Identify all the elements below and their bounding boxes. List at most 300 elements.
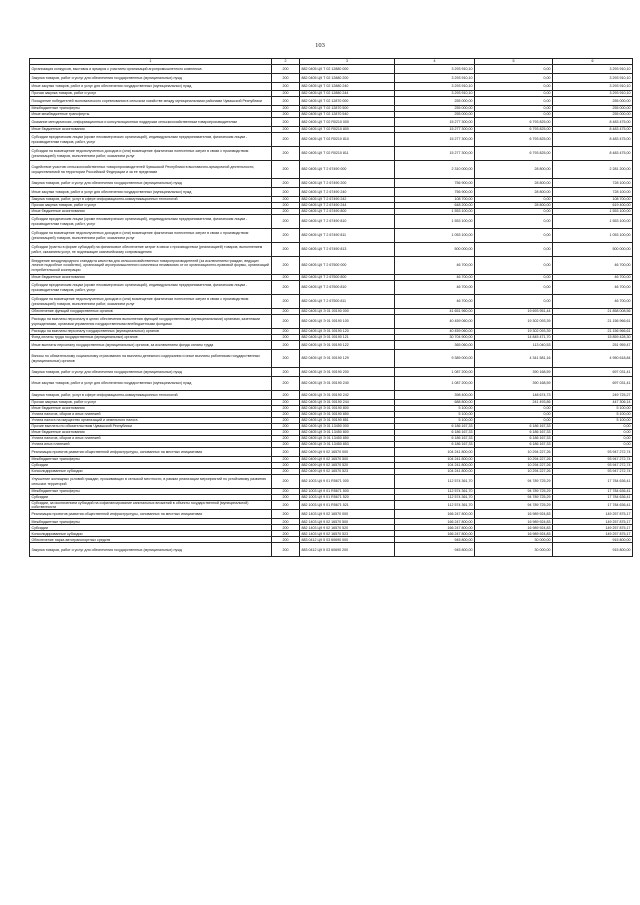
table-row (30, 543, 633, 557)
row-name: Иные межбюджетные трансферты (30, 112, 272, 118)
row-approved-amount: 46 700,00 (395, 295, 475, 309)
row-approved-amount: 9 389 000,00 (395, 350, 475, 368)
table-row (30, 391, 633, 400)
row-line-code: 200 (272, 118, 300, 127)
row-name: Консолидированные субсидии (30, 469, 272, 475)
row-name: Фонд оплаты труда государственных (муниципальных) органов (30, 335, 272, 341)
table-row (30, 315, 633, 329)
table-row (30, 377, 633, 391)
row-executed-amount: 6 186 167,33 (475, 442, 553, 448)
table-row (30, 243, 633, 257)
row-name: Субсидии юридическим лицам (кроме некоммерческих организаций), индивидуальным предпринимателям, физическим лицам - производителям товаров, работ, услуг (30, 133, 272, 147)
row-executed-amount: 6 186 167,33 (475, 424, 553, 430)
row-line-code: 200 (272, 215, 300, 229)
row-line-code: 200 (272, 510, 300, 519)
row-unexecuted-amount: 5 100,00 (553, 418, 633, 424)
row-line-code: 200 (272, 377, 300, 391)
row-name: Внедрение международного стандарта качества для сельскохозяйственных товаропроизводителей (за исключением граждан, ведущих личное подсобное хозяйство), организаций агропромышленного комплекса независимо от их организационно-правовой формы, организаций потребительской кооперации (30, 257, 272, 275)
row-line-code: 200 (272, 133, 300, 147)
row-line-code: 200 (272, 91, 300, 97)
row-classification-code: 882 0405 Ц9 Э 01 00190 242 (300, 391, 395, 400)
row-name: Расходы на выплаты персоналу государственных (муниципальных) органов (30, 329, 272, 335)
row-classification-code: 882 0405 Ц9 Т 02 12870 540 (300, 112, 395, 118)
row-line-code: 200 (272, 543, 300, 557)
row-name: Закупка товаров, работ, услуг в сфере информационно-коммуникационных технологий (30, 391, 272, 400)
row-line-code: 200 (272, 448, 300, 457)
row-approved-amount: 648 200,00 (395, 203, 475, 209)
row-line-code: 200 (272, 257, 300, 275)
row-approved-amount: 166 247 800,00 (395, 531, 475, 537)
row-classification-code: 882 0405 Ц9 Э 01 13450 853 (300, 442, 395, 448)
row-classification-code: 882 1403 Ц9 9 02 16570 500 (300, 519, 395, 525)
row-line-code: 200 (272, 430, 300, 436)
row-unexecuted-amount: 249 725,27 (553, 391, 633, 400)
row-approved-amount: 3 293 910,10 (395, 74, 475, 83)
row-unexecuted-amount: 46 700,00 (553, 275, 633, 281)
row-unexecuted-amount: 915 800,00 (553, 537, 633, 543)
row-line-code: 200 (272, 501, 300, 510)
row-executed-amount: 4 341 581,16 (475, 350, 553, 368)
row-executed-amount: 0,00 (475, 65, 553, 74)
row-name: Реализация проектов развития общественной инфраструктуры, основанных на местных инициативах (30, 448, 272, 457)
row-line-code: 200 (272, 197, 300, 203)
row-executed-amount: 94 789 725,29 (475, 501, 553, 510)
column-number: 5 (475, 59, 553, 65)
row-approved-amount: 6 186 167,33 (395, 442, 475, 448)
row-unexecuted-amount: 1 053 100,00 (553, 229, 633, 243)
row-executed-amount: 94 789 725,29 (475, 489, 553, 495)
table-row (30, 215, 633, 229)
row-executed-amount: 14 845 471,70 (475, 335, 553, 341)
row-executed-amount: 0,00 (475, 412, 553, 418)
row-executed-amount: 94 789 725,29 (475, 495, 553, 501)
row-unexecuted-amount: 3 293 910,10 (553, 74, 633, 83)
row-classification-code: 882 0405 Ц9 Э 01 00190 240 (300, 377, 395, 391)
table-row (30, 501, 633, 510)
column-number: 3 (300, 59, 395, 65)
row-approved-amount: 255 000,00 (395, 106, 475, 112)
table-row (30, 97, 633, 106)
row-line-code: 200 (272, 112, 300, 118)
row-unexecuted-amount: 728 100,00 (553, 179, 633, 188)
row-classification-code: 882 0405 Ц9 Т 2 67500 800 (300, 275, 395, 281)
row-unexecuted-amount: 447 306,14 (553, 400, 633, 406)
row-executed-amount: 6 186 167,33 (475, 436, 553, 442)
row-classification-code: 882 0405 Ц9 Т 02 12870 000 (300, 97, 395, 106)
row-executed-amount: 241 493,86 (475, 400, 553, 406)
table-row (30, 510, 633, 519)
row-approved-amount: 3 293 910,10 (395, 83, 475, 91)
row-line-code: 200 (272, 519, 300, 525)
row-executed-amount: 390 168,59 (475, 377, 553, 391)
row-unexecuted-amount: 4 950 618,84 (553, 350, 633, 368)
row-classification-code: 882 0405 Ц9 Т 02 12870 500 (300, 106, 395, 112)
row-executed-amount: 390 168,59 (475, 368, 553, 377)
row-approved-amount: 41 651 960,00 (395, 309, 475, 315)
row-approved-amount: 688 800,00 (395, 400, 475, 406)
row-unexecuted-amount: 8 483 475,00 (553, 118, 633, 127)
row-classification-code: 882 0405 Ц9 Т 2 67490 200 (300, 179, 395, 188)
row-unexecuted-amount: 1 553 100,00 (553, 215, 633, 229)
row-name: Субсидии, за исключением субсидий на софинансирование капитальных вложений в объекты государственной (муниципальной) собственности (30, 501, 272, 510)
table-row (30, 161, 633, 179)
row-line-code: 200 (272, 188, 300, 197)
row-classification-code: 882 0405 Ц9 Т 2 67490 242 (300, 197, 395, 203)
row-executed-amount: 16 989 924,83 (475, 510, 553, 519)
row-classification-code: 882 1003 Ц9 9 01 R5671 521 (300, 501, 395, 510)
row-executed-amount: 28 800,00 (475, 179, 553, 188)
row-line-code: 200 (272, 106, 300, 112)
row-unexecuted-amount: 697 031,41 (553, 368, 633, 377)
table-row (30, 147, 633, 161)
row-classification-code: 882 0405 Ц9 Т 2 67490 000 (300, 161, 395, 179)
table-row (30, 118, 633, 127)
row-line-code: 200 (272, 315, 300, 329)
row-executed-amount: 113 040,53 (475, 341, 553, 350)
row-line-code: 200 (272, 442, 300, 448)
row-classification-code: 882 0405 Ц9 Т 2 67490 810 (300, 215, 395, 229)
row-unexecuted-amount: 3 293 910,10 (553, 83, 633, 91)
row-approved-amount: 104 241 800,00 (395, 463, 475, 469)
row-line-code: 200 (272, 418, 300, 424)
row-unexecuted-amount: 93 947 272,74 (553, 448, 633, 457)
row-line-code: 200 (272, 391, 300, 400)
table-row (30, 341, 633, 350)
row-name: Межбюджетные трансферты (30, 106, 272, 112)
row-classification-code: 882 1003 Ц9 9 01 R5671 000 (300, 475, 395, 489)
table-body (30, 65, 633, 557)
row-approved-amount: 40 459 060,00 (395, 315, 475, 329)
row-line-code: 200 (272, 275, 300, 281)
row-line-code: 200 (272, 281, 300, 295)
table-row (30, 65, 633, 74)
row-classification-code: 882 1003 Ц9 9 01 R5671 520 (300, 495, 395, 501)
row-unexecuted-amount: 17 784 636,41 (553, 475, 633, 489)
row-approved-amount: 756 900,00 (395, 188, 475, 197)
row-name: Организация конкурсов, выставок и ярмарок с участием организаций агропромышленного комплекса (30, 65, 272, 74)
row-classification-code: 882 0405 Ц9 Т 2 67490 244 (300, 203, 395, 209)
row-classification-code: 882 0405 Ц9 Т 02 R0210 810 (300, 133, 395, 147)
row-approved-amount: 104 241 800,00 (395, 457, 475, 463)
row-line-code: 200 (272, 537, 300, 543)
row-approved-amount: 398 400,00 (395, 391, 475, 400)
row-name: Расходы на выплаты персоналу в целях обеспечения выполнения функций государственными (муниципальными) органами, казенными учреждениями, органами управления государственными внебюджетными фондами (30, 315, 272, 329)
row-approved-amount: 500 000,00 (395, 243, 475, 257)
row-executed-amount: 148 674,73 (475, 391, 553, 400)
row-classification-code: 882 0409 Ц9 9 02 16570 000 (300, 448, 395, 457)
row-name: Прочая закупка товаров, работ и услуг (30, 203, 272, 209)
column-number: 2 (272, 59, 300, 65)
row-executed-amount: 0,00 (475, 295, 553, 309)
row-line-code: 200 (272, 209, 300, 215)
row-classification-code: 882 0405 Ц9 Э 01 00190 122 (300, 341, 395, 350)
row-executed-amount: 6 793 825,00 (475, 118, 553, 127)
row-name: Закупка товаров, работ и услуг для обеспечения государственных (муниципальных) нужд (30, 368, 272, 377)
row-unexecuted-amount: 8 483 475,00 (553, 147, 633, 161)
column-number: 1 (30, 59, 272, 65)
row-line-code: 200 (272, 412, 300, 418)
row-unexecuted-amount: 21 858 008,56 (553, 309, 633, 315)
row-executed-amount: 0,00 (475, 281, 553, 295)
row-unexecuted-amount: 5 100,00 (553, 412, 633, 418)
row-name: Субсидии (30, 463, 272, 469)
row-line-code: 200 (272, 65, 300, 74)
row-line-code: 200 (272, 74, 300, 83)
row-unexecuted-amount: 17 784 636,41 (553, 489, 633, 495)
row-approved-amount: 5 100,00 (395, 406, 475, 412)
row-unexecuted-amount: 728 100,00 (553, 188, 633, 197)
row-name: Обеспечение функций государственных органов (30, 309, 272, 315)
row-unexecuted-amount: 0,00 (553, 424, 633, 430)
row-unexecuted-amount: 0,00 (553, 430, 633, 436)
table-row (30, 350, 633, 368)
row-line-code: 200 (272, 341, 300, 350)
row-executed-amount: 10 294 227,26 (475, 448, 553, 457)
row-line-code: 200 (272, 83, 300, 91)
row-name: Консолидированные субсидии (30, 531, 272, 537)
row-line-code: 200 (272, 406, 300, 412)
row-unexecuted-amount: 15 859 428,30 (553, 335, 633, 341)
row-line-code: 200 (272, 531, 300, 537)
row-unexecuted-amount: 8 483 475,00 (553, 133, 633, 147)
row-classification-code: 882 0405 Ц9 Т 02 R0210 811 (300, 147, 395, 161)
row-unexecuted-amount: 5 100,00 (553, 406, 633, 412)
table-row (30, 133, 633, 147)
row-line-code: 200 (272, 463, 300, 469)
row-unexecuted-amount: 46 700,00 (553, 257, 633, 275)
row-approved-amount: 15 277 300,00 (395, 147, 475, 161)
row-classification-code: 882 0405 Ц9 Т 02 12880 244 (300, 91, 395, 97)
row-executed-amount: 19 302 093,39 (475, 315, 553, 329)
row-classification-code: 882 0405 Ц9 Э 01 13450 800 (300, 430, 395, 436)
budget-table (29, 58, 633, 557)
row-line-code: 200 (272, 335, 300, 341)
row-executed-amount: 28 800,00 (475, 161, 553, 179)
row-name: Субсидии на возмещение недополученных доходов и (или) возмещение фактически понесенных затрат в связи с производством (реализацией) товаров, выполнением работ, оказанием услуг (30, 295, 272, 309)
row-name: Улучшение жилищных условий граждан, проживающих в сельской местности, в рамках реализации мероприятий по устойчивому развитию сельских территорий (30, 475, 272, 489)
row-executed-amount: 0,00 (475, 257, 553, 275)
row-approved-amount: 15 277 300,00 (395, 127, 475, 133)
row-unexecuted-amount: 255 000,00 (553, 112, 633, 118)
row-classification-code: 882 0409 Ц9 9 02 16570 520 (300, 463, 395, 469)
row-unexecuted-amount: 149 257 875,17 (553, 519, 633, 525)
row-unexecuted-amount: 8 483 475,00 (553, 127, 633, 133)
row-classification-code: 882 0405 Ц9 Э 01 00190 000 (300, 309, 395, 315)
row-name: Обеспечение парка автотранспортных средств (30, 537, 272, 543)
table-row (30, 229, 633, 243)
row-line-code: 200 (272, 203, 300, 209)
row-approved-amount: 5 100,00 (395, 418, 475, 424)
row-name: Субсидии (30, 525, 272, 531)
table-row (30, 74, 633, 83)
table-row (30, 257, 633, 275)
table-row (30, 448, 633, 457)
row-executed-amount: 16 989 924,83 (475, 519, 553, 525)
row-classification-code: 883 0412 Ц9 5 03 60690 200 (300, 543, 395, 557)
row-unexecuted-amount: 255 000,00 (553, 97, 633, 106)
row-name: Реализация проектов развития общественной инфраструктуры, основанных на местных инициативах (30, 510, 272, 519)
row-unexecuted-amount: 21 156 966,61 (553, 315, 633, 329)
row-line-code: 200 (272, 229, 300, 243)
row-unexecuted-amount: 93 947 272,74 (553, 469, 633, 475)
row-name: Уплата налогов, сборов и иных платежей (30, 436, 272, 442)
row-approved-amount: 6 186 167,33 (395, 430, 475, 436)
row-executed-amount: 0,00 (475, 418, 553, 424)
row-executed-amount: 6 793 825,00 (475, 133, 553, 147)
row-line-code: 200 (272, 489, 300, 495)
row-classification-code: 882 0405 Ц9 Э 01 00190 851 (300, 418, 395, 424)
row-name: Уплата налога на имущество организаций и земельного налога (30, 418, 272, 424)
row-unexecuted-amount: 46 700,00 (553, 295, 633, 309)
row-line-code: 200 (272, 400, 300, 406)
row-classification-code: 882 1403 Ц9 9 02 16570 520 (300, 525, 395, 531)
row-unexecuted-amount: 619 400,00 (553, 203, 633, 209)
row-approved-amount: 112 574 361,70 (395, 489, 475, 495)
row-classification-code: 882 0409 Ц9 9 02 16570 523 (300, 469, 395, 475)
row-approved-amount: 3 293 910,10 (395, 91, 475, 97)
row-name: Уплата налогов, сборов и иных платежей (30, 412, 272, 418)
row-classification-code: 882 0405 Ц9 Э 01 00190 120 (300, 329, 395, 335)
row-executed-amount: 0,00 (475, 406, 553, 412)
row-name: Взносы по обязательному социальному страхованию на выплаты денежного содержания и иные выплаты работникам государственных (муниципальных) органов (30, 350, 272, 368)
row-line-code: 200 (272, 329, 300, 335)
table-row (30, 475, 633, 489)
row-name: Иные бюджетные ассигнования (30, 127, 272, 133)
row-executed-amount: 0,00 (475, 106, 553, 112)
row-unexecuted-amount: 3 293 910,10 (553, 65, 633, 74)
row-classification-code: 882 1403 Ц9 9 02 16570 000 (300, 510, 395, 519)
row-approved-amount: 112 574 361,70 (395, 475, 475, 489)
row-name: Прочая закупка товаров, работ и услуг (30, 91, 272, 97)
row-name: Иные бюджетные ассигнования (30, 275, 272, 281)
row-executed-amount: 16 989 924,83 (475, 525, 553, 531)
row-unexecuted-amount: 915 800,00 (553, 543, 633, 557)
table-row (30, 295, 633, 309)
page-number: 103 (315, 42, 325, 49)
row-unexecuted-amount: 149 257 875,17 (553, 531, 633, 537)
table-row (30, 368, 633, 377)
row-executed-amount: 0,00 (475, 243, 553, 257)
row-approved-amount: 2 310 000,00 (395, 161, 475, 179)
row-approved-amount: 108 700,00 (395, 197, 475, 203)
row-classification-code: 882 0405 Ц9 Э 01 00190 800 (300, 406, 395, 412)
row-classification-code: 882 0405 Ц9 Т 2 67500 000 (300, 257, 395, 275)
row-unexecuted-amount: 697 031,41 (553, 377, 633, 391)
row-unexecuted-amount: 93 947 272,74 (553, 457, 633, 463)
row-unexecuted-amount: 108 700,00 (553, 197, 633, 203)
row-line-code: 200 (272, 309, 300, 315)
row-unexecuted-amount: 149 257 875,17 (553, 510, 633, 519)
table-row (30, 83, 633, 91)
row-unexecuted-amount: 500 000,00 (553, 243, 633, 257)
row-approved-amount: 1 553 100,00 (395, 209, 475, 215)
row-executed-amount: 0,00 (475, 197, 553, 203)
row-unexecuted-amount: 0,00 (553, 442, 633, 448)
row-executed-amount: 0,00 (475, 74, 553, 83)
row-approved-amount: 1 087 200,00 (395, 368, 475, 377)
row-executed-amount: 19 693 951,44 (475, 309, 553, 315)
row-approved-amount: 40 459 060,00 (395, 329, 475, 335)
row-approved-amount: 1 087 200,00 (395, 377, 475, 391)
row-executed-amount: 94 789 725,29 (475, 475, 553, 489)
row-classification-code: 882 0405 Ц9 Т 2 67500 810 (300, 281, 395, 295)
column-number: 4 (395, 59, 475, 65)
row-classification-code: 882 0405 Ц9 Т 2 67490 240 (300, 188, 395, 197)
row-executed-amount: 10 294 227,26 (475, 469, 553, 475)
row-name: Оказание методических, информационных и консультационных поддержки сельскохозяйственным товаропроизводителям (30, 118, 272, 127)
row-approved-amount: 112 574 361,70 (395, 501, 475, 510)
row-name: Межбюджетные трансферты (30, 457, 272, 463)
row-executed-amount: 0,00 (475, 83, 553, 91)
row-approved-amount: 15 277 300,00 (395, 118, 475, 127)
row-line-code: 200 (272, 350, 300, 368)
row-classification-code: 882 0405 Ц9 Т 02 R0210 800 (300, 127, 395, 133)
row-unexecuted-amount: 46 700,00 (553, 281, 633, 295)
row-approved-amount: 3 293 910,10 (395, 65, 475, 74)
row-name: Уплата иных платежей (30, 442, 272, 448)
row-line-code: 200 (272, 127, 300, 133)
row-approved-amount: 255 000,00 (395, 112, 475, 118)
row-name: Иные бюджетные ассигнования (30, 430, 272, 436)
row-unexecuted-amount: 17 784 636,41 (553, 501, 633, 510)
row-line-code: 200 (272, 295, 300, 309)
row-classification-code: 882 0405 Ц9 Э 01 00190 100 (300, 315, 395, 329)
row-approved-amount: 46 700,00 (395, 275, 475, 281)
row-unexecuted-amount: 21 156 966,61 (553, 329, 633, 335)
row-name: Межбюджетные трансферты (30, 489, 272, 495)
row-name: Закупка товаров, работ и услуг для обеспечения государственных (муниципальных) нужд (30, 179, 272, 188)
row-executed-amount: 30 000,00 (475, 543, 553, 557)
row-line-code: 200 (272, 424, 300, 430)
row-approved-amount: 46 700,00 (395, 281, 475, 295)
table-row (30, 188, 633, 197)
row-name: Иные выплаты персоналу государственных (муниципальных) органов, за исключением фонда оплаты труда (30, 341, 272, 350)
row-executed-amount: 19 302 093,39 (475, 329, 553, 335)
row-name: Субсидии юридическим лицам (кроме некоммерческих организаций), индивидуальным предпринимателям, физическим лицам - производителям товаров, работ, услуг (30, 215, 272, 229)
row-name: Межбюджетные трансферты (30, 519, 272, 525)
row-name: Прочая закупка товаров, работ и услуг (30, 400, 272, 406)
row-approved-amount: 365 060,00 (395, 341, 475, 350)
row-executed-amount: 16 989 924,83 (475, 531, 553, 537)
row-classification-code: 882 0405 Ц9 Т 2 67490 811 (300, 229, 395, 243)
row-line-code: 200 (272, 97, 300, 106)
row-name: Иные закупки товаров, работ и услуг для обеспечения государственных (муниципальных) нужд (30, 188, 272, 197)
row-unexecuted-amount: 17 784 636,41 (553, 495, 633, 501)
row-approved-amount: 1 553 100,00 (395, 215, 475, 229)
row-executed-amount: 6 793 825,00 (475, 127, 553, 133)
row-line-code: 200 (272, 368, 300, 377)
row-executed-amount: 0,00 (475, 229, 553, 243)
row-approved-amount: 756 900,00 (395, 179, 475, 188)
row-unexecuted-amount: 255 000,00 (553, 106, 633, 112)
row-executed-amount: 0,00 (475, 275, 553, 281)
row-name: Иные бюджетные ассигнования (30, 406, 272, 412)
row-line-code: 200 (272, 475, 300, 489)
row-classification-code: 882 0405 Ц9 Т 02 R0210 000 (300, 118, 395, 127)
table-row (30, 281, 633, 295)
row-approved-amount: 104 241 800,00 (395, 469, 475, 475)
row-unexecuted-amount: 0,00 (553, 436, 633, 442)
row-classification-code: 882 0405 Ц9 Э 01 13450 850 (300, 436, 395, 442)
row-classification-code: 882 0405 Ц9 Т 02 12880 200 (300, 74, 395, 83)
row-line-code: 200 (272, 161, 300, 179)
row-name: Иные бюджетные ассигнования (30, 209, 272, 215)
row-classification-code: 882 0405 Ц9 Э 01 00190 244 (300, 400, 395, 406)
row-executed-amount: 0,00 (475, 97, 553, 106)
row-executed-amount: 10 294 227,26 (475, 463, 553, 469)
row-executed-amount: 0,00 (475, 112, 553, 118)
row-executed-amount: 30 000,00 (475, 537, 553, 543)
